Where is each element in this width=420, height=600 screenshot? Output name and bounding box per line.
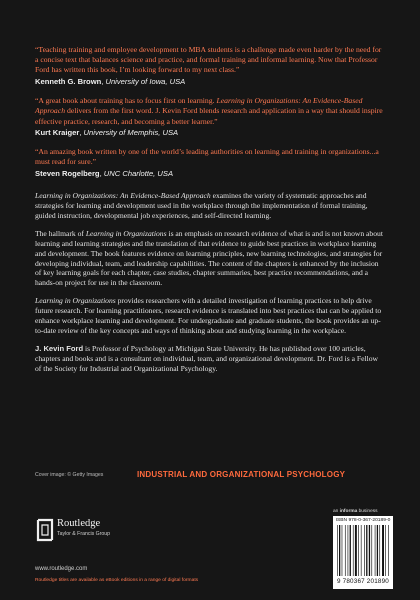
- quote-book-title: Learning in Organizations: An Evidence-Based Approach: [35, 96, 363, 116]
- book-title: Learning in Organizations: An Evidence-Based Approach: [35, 191, 211, 201]
- description-paragraph: [35, 296, 385, 336]
- endorser-affiliation: University of Memphis, USA: [83, 127, 179, 137]
- publisher-group: Taylor & Francis Group: [57, 531, 111, 537]
- quote-text: “Teaching training and employee development to MBA students is a challenge made even harder by the need for a concise text that balances science and practice, and formal training and informal learning. Now that Professor Ford has written this book, I’m looking forward to my next class.”: [35, 45, 382, 75]
- cover-text-block: [35, 45, 385, 382]
- book-title: Learning in Organizations: [85, 228, 167, 238]
- description-paragraph: [35, 191, 385, 221]
- barcode-number: 9 780367 201890: [336, 578, 390, 585]
- endorsement-quote: [35, 45, 385, 87]
- quote-attribution: Steven Rogelberg, UNC Charlotte, USA: [35, 168, 174, 178]
- routledge-logo-icon: [35, 517, 55, 543]
- subject-row: [35, 470, 385, 482]
- endorser-name: Steven Rogelberg: [35, 168, 100, 178]
- informa-prefix: an: [333, 509, 340, 514]
- description-text: examines the variety of systematic approaches and strategies for learning and development used in the workplace through the implementation of formal training, guided instruction, developmental job experiences, and self-directed learning.: [35, 191, 368, 220]
- endorser-affiliation: University of Iowa, USA: [105, 76, 186, 86]
- author-name: J. Kevin Ford: [35, 343, 84, 353]
- author-bio-text: is Professor of Psychology at Michigan State University. He has published over 100 articles, chapters and books and is a consultant on individual, team, and organizational development. Dr. Ford is a Fellow of the Society for Industrial and Organizational Psychology.: [35, 343, 378, 373]
- description-text: The hallmark of: [35, 228, 86, 238]
- publisher-logo: [35, 517, 155, 545]
- description-paragraph: [35, 229, 385, 288]
- ebook-note: Routledge titles are available as eBook editions in a range of digital formats: [35, 578, 199, 583]
- book-title: Learning in Organizations: [35, 296, 116, 306]
- description-text: is an emphasis on research evidence of what is and is not known about learning and learning strategies and the translation of that evidence to guide best practices in workplace learning and development. The book features evidence on learning principles, new learning technologies, and strategies for developing individual, team, and leadership capabilities. The content of the chapters is enhanced by the inclusion of key learning goals for each chapter, case studies, chapter summaries, best practice recommendations, and a hands-on project for use in the classroom.: [35, 228, 383, 288]
- quote-attribution: Kenneth G. Brown, University of Iowa, USA: [35, 76, 186, 86]
- endorser-name: Kenneth G. Brown: [35, 76, 102, 86]
- endorser-affiliation: UNC Charlotte, USA: [103, 168, 174, 178]
- author-bio: [35, 344, 385, 374]
- quote-attribution: Kurt Kraiger, University of Memphis, USA: [35, 127, 179, 137]
- informa-suffix: business: [357, 509, 378, 514]
- subject-category: INDUSTRIAL AND ORGANIZATIONAL PSYCHOLOGY: [137, 470, 346, 479]
- quote-text: “An amazing book written by one of the world’s leading authorities on learning and training in organizations...a must read for sure.”: [35, 147, 379, 167]
- endorsement-quote: [35, 147, 385, 179]
- quote-text-part: delivers from the first word. J. Kevin Ford blends research and application in a way that should inspire effective practice, research, and becoming a better learner.”: [35, 106, 383, 126]
- quote-text: [35, 96, 385, 127]
- barcode: [336, 525, 390, 576]
- barcode-panel: [333, 516, 393, 589]
- informa-brand: informa: [339, 509, 358, 514]
- isbn-label: ISBN 978-0-367-20189-0: [335, 518, 391, 523]
- cover-image-credit: Cover image: © Getty Images: [35, 472, 104, 478]
- quote-text-part: “A great book about training has to focus first on learning.: [35, 96, 217, 106]
- informa-business-label: [333, 509, 378, 514]
- publisher-website[interactable]: www.routledge.com: [35, 566, 88, 572]
- publisher-name: Routledge: [57, 518, 101, 529]
- endorser-name: Kurt Kraiger: [35, 127, 80, 137]
- endorsement-quote: [35, 96, 385, 138]
- description-text: provides researchers with a detailed investigation of learning practices to help drive future research. For learning practitioners, research evidence is translated into best practices that can be applied to enhance workplace learning and development. For undergraduate and graduate students, the book provides an up-to-date review of the key concepts and ways of thinking about and studying learning in the workplace.: [35, 296, 382, 335]
